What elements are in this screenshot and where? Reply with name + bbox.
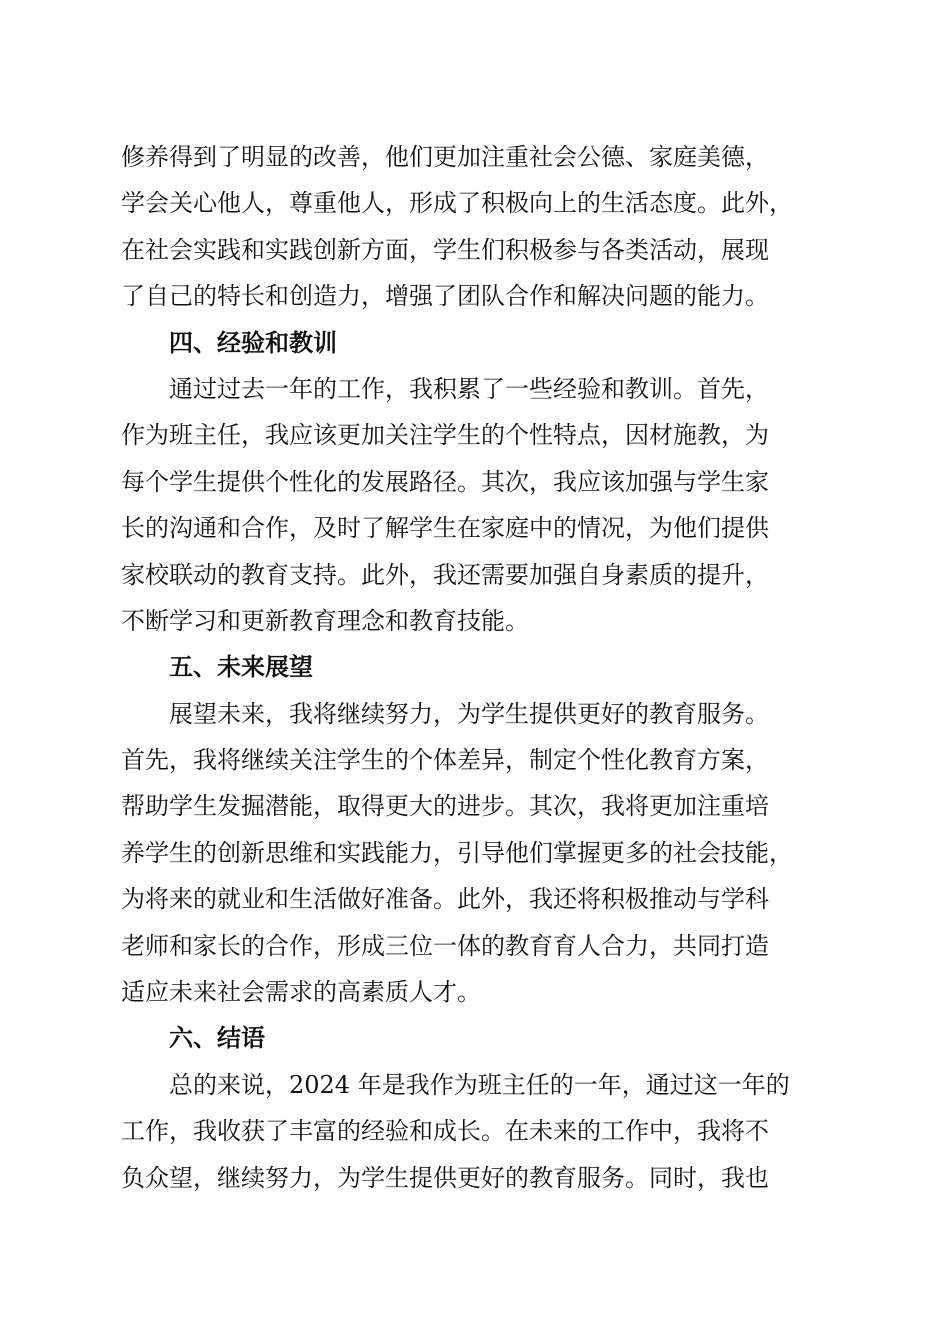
- text-line: 为将来的就业和生活做好准备。此外，我还将积极推动与学科: [121, 885, 769, 914]
- text-line: 首先，我将继续关注学生的个体差异，制定个性化教育方案，: [121, 746, 769, 775]
- text-line: 通过过去一年的工作，我积累了一些经验和教训。首先，: [169, 374, 769, 403]
- text-line: 每个学生提供个性化的发展路径。其次，我应该加强与学生家: [121, 467, 769, 496]
- text-line: 学会关心他人，尊重他人，形成了积极向上的生活态度。此外，: [121, 189, 793, 218]
- section-heading-outlook: 五、未来展望: [169, 653, 313, 682]
- text-line: 老师和家长的合作，形成三位一体的教育育人合力，共同打造: [121, 931, 769, 960]
- text-line: 在社会实践和实践创新方面，学生们积极参与各类活动，展现: [121, 235, 769, 264]
- text-line: 总的来说，2024 年是我作为班主任的一年，通过这一年的: [169, 1070, 790, 1099]
- text-line: 适应未来社会需求的高素质人才。: [121, 978, 481, 1007]
- text-line: 了自己的特长和创造力，增强了团队合作和解决问题的能力。: [121, 282, 769, 311]
- text-line: 修养得到了明显的改善，他们更加注重社会公德、家庭美德，: [121, 143, 769, 171]
- text-line: 家校联动的教育支持。此外，我还需要加强自身素质的提升，: [121, 560, 769, 589]
- section-heading-experience: 四、经验和教训: [169, 328, 337, 357]
- text-line: 负众望，继续努力，为学生提供更好的教育服务。同时，我也: [121, 1163, 769, 1192]
- section-heading-conclusion: 六、结语: [169, 1024, 265, 1053]
- text-line: 展望未来，我将继续努力，为学生提供更好的教育服务。: [169, 699, 769, 728]
- text-line: 作为班主任，我应该更加关注学生的个性特点，因材施教，为: [121, 421, 769, 450]
- text-line: 长的沟通和合作，及时了解学生在家庭中的情况，为他们提供: [121, 514, 769, 543]
- text-line: 养学生的创新思维和实践能力，引导他们掌握更多的社会技能，: [121, 838, 793, 867]
- document-body: [121, 134, 821, 1201]
- text-line: 帮助学生发掘潜能，取得更大的进步。其次，我将更加注重培: [121, 792, 769, 821]
- text-line: 工作，我收获了丰富的经验和成长。在未来的工作中，我将不: [121, 1117, 769, 1146]
- text-line: 不断学习和更新教育理念和教育技能。: [121, 606, 529, 635]
